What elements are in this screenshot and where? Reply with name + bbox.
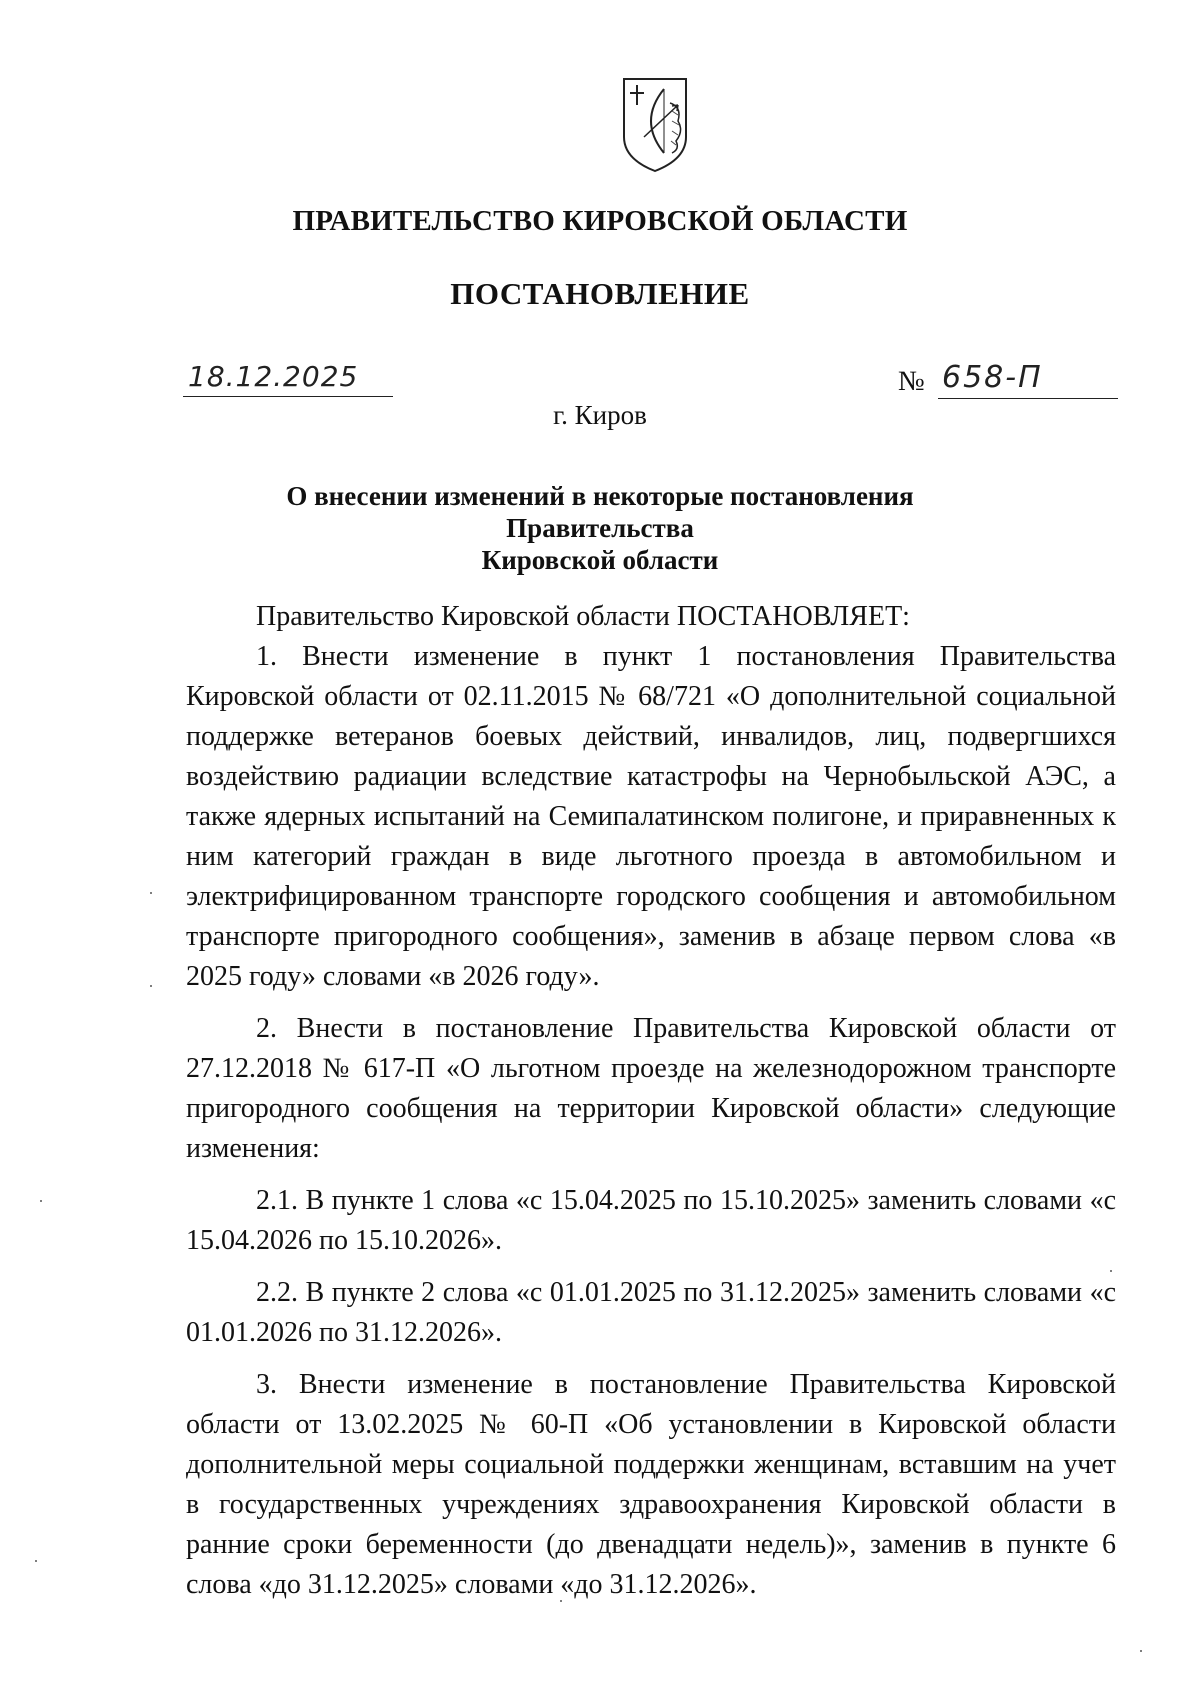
kirov-coat-of-arms-icon (620, 75, 690, 175)
number-prefix: № (898, 366, 925, 397)
scan-speck (35, 1560, 37, 1562)
document-subject (200, 480, 1000, 576)
government-title: ПРАВИТЕЛЬСТВО КИРОВСКОЙ ОБЛАСТИ (292, 205, 908, 237)
paragraph-2: 2. Внести в постановление Правительства Кировской области от 27.12.2018 № 617-П «О льготном проезде на железнодорожном транспорте пригородного сообщения на территории Кировской области» следующие изменения: (186, 1013, 1116, 1164)
document-date: 18.12.2025 (188, 360, 359, 393)
paragraph-3: 3. Внести изменение в постановление Правительства Кировской области от 13.02.2025 № 60-П «Об установлении в Кировской области дополнительной меры социальной поддержки женщинам, вставшим на учет в государственных учреждениях здравоохранения Кировской области в ранние сроки беременности (до двенадцати недель)», заменив в пункте 6 слова «до 31.12.2025» словами «до 31.12.2026». (186, 1369, 1116, 1600)
document-number: 658-П (942, 360, 1043, 395)
scan-speck (560, 1600, 562, 1602)
scan-speck (150, 985, 152, 987)
subject-line-2: Кировской области (481, 545, 719, 575)
subject-line-1: О внесении изменений в некоторые постановления Правительства (286, 481, 914, 543)
city-label: г. Киров (553, 400, 647, 430)
body-intro: Правительство Кировской области ПОСТАНОВЛЯЕТ: (256, 601, 910, 632)
scan-speck (40, 1200, 42, 1202)
document-body (186, 597, 1116, 1605)
paragraph-2-2: 2.2. В пункте 2 слова «с 01.01.2025 по 31.12.2025» заменить словами «с 01.01.2026 по 31.12.2026». (186, 1277, 1116, 1348)
paragraph-1: 1. Внести изменение в пункт 1 постановления Правительства Кировской области от 02.11.2015 № 68/721 «О дополнительной социальной поддержке ветеранов боевых действий, инвалидов, лиц, подвергшихся воздействию радиации вследствие катастрофы на Чернобыльской АЭС, а также ядерных испытаний на Семипалатинском полигоне, и приравненных к ним категорий граждан в виде льготного проезда в автомобильном и электрифицированном транспорте городского сообщения и автомобильном транспорте пригородного сообщения», заменив в абзаце первом слова «в 2025 году» словами «в 2026 году». (186, 641, 1116, 992)
scan-speck (1140, 1650, 1142, 1652)
paragraph-2-1: 2.1. В пункте 1 слова «с 15.04.2025 по 15.10.2025» заменить словами «с 15.04.2026 по 15.10.2026». (186, 1185, 1116, 1256)
scan-speck (150, 892, 152, 894)
scan-speck (1110, 1270, 1112, 1272)
document-type: ПОСТАНОВЛЕНИЕ (450, 276, 750, 311)
